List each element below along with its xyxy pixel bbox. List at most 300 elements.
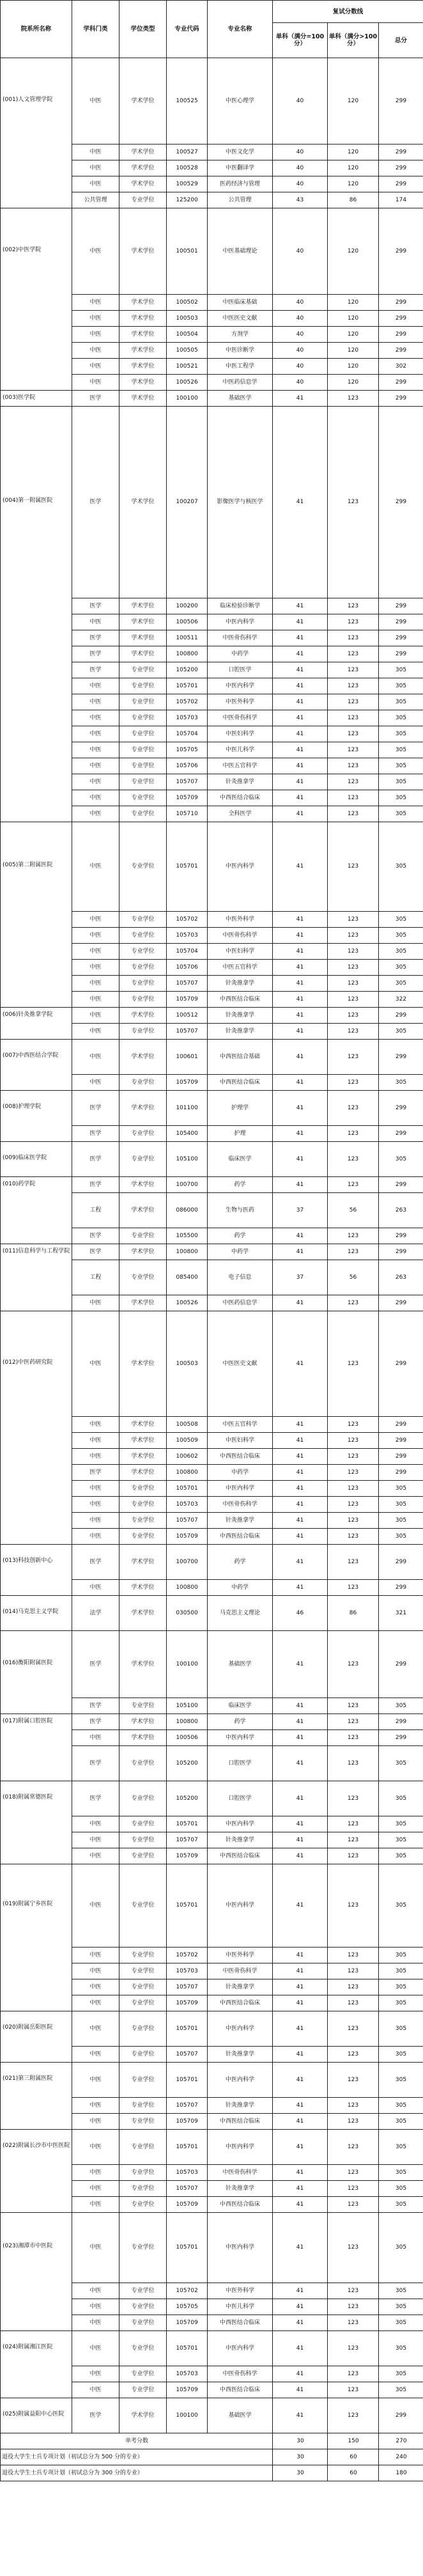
single-over-100-cell: 86 — [328, 1596, 379, 1631]
category-cell: 中医 — [72, 1040, 119, 1075]
degree-type-cell: 专业学位 — [119, 790, 167, 806]
category-cell: 医学 — [72, 407, 119, 598]
major-cell: 中医药信息学 — [208, 375, 273, 391]
single-100-cell: 41 — [273, 407, 328, 598]
code-cell: 105705 — [167, 742, 208, 758]
table-row — [1, 822, 423, 912]
major-cell: 中药学 — [208, 1580, 273, 1596]
degree-type-cell: 专业学位 — [119, 2181, 167, 2197]
single-over-100-cell: 123 — [328, 2331, 379, 2366]
degree-type-cell: 专业学位 — [119, 1746, 167, 1781]
code-cell: 105709 — [167, 992, 208, 1008]
single-over-100-cell: 123 — [328, 1545, 379, 1580]
degree-type-cell: 专业学位 — [119, 928, 167, 944]
code-cell: 105701 — [167, 1816, 208, 1832]
total-cell: 305 — [379, 1142, 423, 1177]
degree-type-cell: 学术学位 — [119, 1730, 167, 1746]
footer-value: 30 — [273, 2449, 328, 2465]
degree-type-cell: 专业学位 — [119, 742, 167, 758]
major-cell: 临床医学 — [208, 1698, 273, 1714]
degree-type-cell: 学术学位 — [119, 598, 167, 614]
category-cell: 医学 — [72, 1228, 119, 1244]
degree-type-cell: 专业学位 — [119, 1995, 167, 2011]
code-cell: 105702 — [167, 912, 208, 928]
single-100-cell: 41 — [273, 1698, 328, 1714]
major-cell: 药学 — [208, 1714, 273, 1730]
degree-type-cell: 专业学位 — [119, 2315, 167, 2331]
total-cell: 305 — [379, 758, 423, 774]
major-cell: 中医妇科学 — [208, 944, 273, 960]
major-cell: 中医骨伤科学 — [208, 2366, 273, 2382]
single-over-100-cell: 123 — [328, 1091, 379, 1126]
single-100-cell: 41 — [273, 662, 328, 678]
degree-type-cell: 学术学位 — [119, 646, 167, 662]
degree-type-cell: 学术学位 — [119, 1449, 167, 1465]
code-cell: 105200 — [167, 662, 208, 678]
major-cell: 中西医结合临床 — [208, 1449, 273, 1465]
total-cell: 299 — [379, 1008, 423, 1024]
code-cell: 100521 — [167, 359, 208, 375]
category-cell: 中医 — [72, 678, 119, 694]
major-cell: 基础医学 — [208, 391, 273, 407]
total-cell: 299 — [379, 208, 423, 295]
category-cell: 法学 — [72, 1596, 119, 1631]
single-100-cell: 41 — [273, 1075, 328, 1091]
code-cell: 105500 — [167, 1228, 208, 1244]
code-cell: 086000 — [167, 1193, 208, 1228]
total-cell: 305 — [379, 2047, 423, 2063]
degree-type-cell: 专业学位 — [119, 806, 167, 822]
total-cell: 299 — [379, 1580, 423, 1596]
degree-type-cell: 学术学位 — [119, 1433, 167, 1449]
category-cell: 中医 — [72, 2011, 119, 2047]
major-cell: 口腔医学 — [208, 1746, 273, 1781]
total-cell: 299 — [379, 1244, 423, 1260]
single-over-100-cell: 123 — [328, 726, 379, 742]
single-100-cell: 46 — [273, 1596, 328, 1631]
degree-type-cell: 学术学位 — [119, 359, 167, 375]
single-over-100-cell: 120 — [328, 311, 379, 327]
major-cell: 中医翻译学 — [208, 160, 273, 176]
code-cell: 100800 — [167, 1580, 208, 1596]
category-cell: 中医 — [72, 1481, 119, 1497]
total-cell: 299 — [379, 311, 423, 327]
unit-name: (019)附属宁乡医院 — [1, 1864, 72, 2011]
unit-name: (020)附属岳阳医院 — [1, 2011, 72, 2063]
unit-name: (016)衡阳附属医院 — [1, 1631, 72, 1714]
category-cell: 医学 — [72, 1746, 119, 1781]
degree-type-cell: 专业学位 — [119, 2382, 167, 2398]
category-cell: 中医 — [72, 912, 119, 928]
category-cell: 中医 — [72, 1529, 119, 1545]
degree-type-cell: 学术学位 — [119, 176, 167, 192]
single-over-100-cell: 123 — [328, 630, 379, 646]
single-100-cell: 40 — [273, 311, 328, 327]
category-cell: 中医 — [72, 944, 119, 960]
single-over-100-cell: 120 — [328, 176, 379, 192]
major-cell: 中医骨伤科学 — [208, 630, 273, 646]
category-cell: 中医 — [72, 2165, 119, 2181]
single-over-100-cell: 123 — [328, 912, 379, 928]
header-category: 学科门类 — [72, 1, 119, 58]
category-cell: 中医 — [72, 1948, 119, 1963]
total-cell: 305 — [379, 2213, 423, 2283]
major-cell: 针灸推拿学 — [208, 1513, 273, 1529]
single-over-100-cell: 123 — [328, 992, 379, 1008]
degree-type-cell: 专业学位 — [119, 1142, 167, 1177]
degree-type-cell: 专业学位 — [119, 2063, 167, 2098]
major-cell: 中医妇科学 — [208, 1433, 273, 1449]
code-cell: 100601 — [167, 1040, 208, 1075]
degree-type-cell: 专业学位 — [119, 1832, 167, 1848]
degree-type-cell: 学术学位 — [119, 144, 167, 160]
single-over-100-cell: 123 — [328, 2130, 379, 2165]
degree-type-cell: 专业学位 — [119, 1481, 167, 1497]
single-100-cell: 41 — [273, 2398, 328, 2433]
code-cell: 100501 — [167, 208, 208, 295]
single-over-100-cell: 123 — [328, 758, 379, 774]
category-cell: 中医 — [72, 614, 119, 630]
category-cell: 中医 — [72, 208, 119, 295]
single-100-cell: 41 — [273, 1580, 328, 1596]
total-cell: 305 — [379, 2063, 423, 2098]
category-cell: 中医 — [72, 2283, 119, 2299]
total-cell: 299 — [379, 295, 423, 311]
total-cell: 299 — [379, 1126, 423, 1142]
category-cell: 医学 — [72, 1126, 119, 1142]
category-cell: 中医 — [72, 1417, 119, 1433]
single-over-100-cell: 123 — [328, 1979, 379, 1995]
major-cell: 口腔医学 — [208, 662, 273, 678]
code-cell: 105701 — [167, 1481, 208, 1497]
code-cell: 100800 — [167, 1714, 208, 1730]
single-100-cell: 41 — [273, 710, 328, 726]
table-row — [1, 2130, 423, 2165]
single-over-100-cell: 123 — [328, 928, 379, 944]
major-cell: 中医文化学 — [208, 144, 273, 160]
category-cell: 医学 — [72, 1091, 119, 1126]
category-cell: 医学 — [72, 1244, 119, 1260]
total-cell: 299 — [379, 160, 423, 176]
total-cell: 305 — [379, 1529, 423, 1545]
major-cell: 药学 — [208, 1228, 273, 1244]
degree-type-cell: 专业学位 — [119, 726, 167, 742]
major-cell: 临床检验诊断学 — [208, 598, 273, 614]
code-cell: 105200 — [167, 1781, 208, 1816]
major-cell: 全科医学 — [208, 806, 273, 822]
category-cell: 中医 — [72, 1311, 119, 1417]
total-cell: 305 — [379, 2331, 423, 2366]
major-cell: 口腔医学 — [208, 1781, 273, 1816]
total-cell: 305 — [379, 2114, 423, 2130]
total-cell: 305 — [379, 1948, 423, 1963]
major-cell: 护理学 — [208, 1091, 273, 1126]
category-cell: 中医 — [72, 311, 119, 327]
category-cell: 中医 — [72, 1075, 119, 1091]
single-100-cell: 41 — [273, 1008, 328, 1024]
category-cell: 中医 — [72, 774, 119, 790]
total-cell: 305 — [379, 742, 423, 758]
category-cell: 中医 — [72, 2315, 119, 2331]
unit-name: (009)临床医学院 — [1, 1142, 72, 1177]
major-cell: 中医外科学 — [208, 2283, 273, 2299]
major-cell: 中医药信息学 — [208, 1295, 273, 1311]
unit-name: (017)附属口腔医院 — [1, 1714, 72, 1781]
single-100-cell: 41 — [273, 1311, 328, 1417]
category-cell: 中医 — [72, 160, 119, 176]
single-100-cell: 41 — [273, 1481, 328, 1497]
major-cell: 中医内科学 — [208, 1816, 273, 1832]
unit-name: (021)第三附属医院 — [1, 2063, 72, 2130]
code-cell: 100504 — [167, 327, 208, 343]
code-cell: 100100 — [167, 391, 208, 407]
single-over-100-cell: 123 — [328, 1481, 379, 1497]
code-cell: 105701 — [167, 2331, 208, 2366]
single-100-cell: 40 — [273, 58, 328, 144]
major-cell: 方剂学 — [208, 327, 273, 343]
single-over-100-cell: 123 — [328, 2011, 379, 2047]
code-cell: 100503 — [167, 311, 208, 327]
total-cell: 305 — [379, 1513, 423, 1529]
single-100-cell: 41 — [273, 822, 328, 912]
major-cell: 中医骨伤科学 — [208, 1497, 273, 1513]
single-over-100-cell: 123 — [328, 1465, 379, 1481]
single-over-100-cell: 123 — [328, 646, 379, 662]
code-cell: 105703 — [167, 1497, 208, 1513]
category-cell: 医学 — [72, 391, 119, 407]
single-100-cell: 40 — [273, 359, 328, 375]
major-cell: 临床医学 — [208, 1142, 273, 1177]
table-row — [1, 1781, 423, 1816]
single-100-cell: 41 — [273, 2130, 328, 2165]
category-cell: 中医 — [72, 1497, 119, 1513]
category-cell: 医学 — [72, 1631, 119, 1698]
code-cell: 105707 — [167, 2098, 208, 2114]
table-row — [1, 2331, 423, 2366]
degree-type-cell: 学术学位 — [119, 630, 167, 646]
total-cell: 305 — [379, 726, 423, 742]
major-cell: 中西医结合临床 — [208, 992, 273, 1008]
category-cell: 中医 — [72, 992, 119, 1008]
degree-type-cell: 专业学位 — [119, 1948, 167, 1963]
category-cell: 中医 — [72, 2047, 119, 2063]
code-cell: 105701 — [167, 822, 208, 912]
code-cell: 125200 — [167, 192, 208, 208]
category-cell: 中医 — [72, 295, 119, 311]
category-cell: 医学 — [72, 1177, 119, 1193]
degree-type-cell: 学术学位 — [119, 2398, 167, 2433]
total-cell: 299 — [379, 614, 423, 630]
single-over-100-cell: 120 — [328, 58, 379, 144]
footer-label: 退役大学生士兵专项计划（初试总分为 300 分的专业） — [1, 2465, 273, 2481]
degree-type-cell: 学术学位 — [119, 1193, 167, 1228]
code-cell: 105703 — [167, 2165, 208, 2181]
table-row — [1, 1244, 423, 1260]
total-cell: 174 — [379, 192, 423, 208]
single-100-cell: 41 — [273, 1513, 328, 1529]
category-cell: 中医 — [72, 1848, 119, 1864]
single-100-cell: 41 — [273, 774, 328, 790]
single-100-cell: 41 — [273, 1545, 328, 1580]
unit-name: (023)湘潭市中医院 — [1, 2213, 72, 2331]
unit-name: (014)马克思主义学院 — [1, 1596, 72, 1631]
footer-label: 单考分数 — [1, 2433, 273, 2449]
code-cell: 105702 — [167, 694, 208, 710]
unit-name: (003)医学院 — [1, 391, 72, 407]
major-cell: 中医诊断学 — [208, 343, 273, 359]
major-cell: 中医骨伤科学 — [208, 1963, 273, 1979]
total-cell: 305 — [379, 2197, 423, 2213]
major-cell: 中医骨伤科学 — [208, 710, 273, 726]
code-cell: 105703 — [167, 1963, 208, 1979]
category-cell: 中医 — [72, 790, 119, 806]
major-cell: 中医五官科学 — [208, 758, 273, 774]
single-over-100-cell: 123 — [328, 2299, 379, 2315]
category-cell: 中医 — [72, 960, 119, 976]
category-cell: 中医 — [72, 2114, 119, 2130]
single-100-cell: 41 — [273, 2098, 328, 2114]
degree-type-cell: 专业学位 — [119, 2047, 167, 2063]
header-unit: 院系所名称 — [1, 1, 72, 58]
degree-type-cell: 专业学位 — [119, 774, 167, 790]
total-cell: 299 — [379, 58, 423, 144]
total-cell: 299 — [379, 407, 423, 598]
total-cell: 305 — [379, 2299, 423, 2315]
single-100-cell: 41 — [273, 1781, 328, 1816]
total-cell: 305 — [379, 1816, 423, 1832]
single-over-100-cell: 123 — [328, 1746, 379, 1781]
code-cell: 100800 — [167, 1465, 208, 1481]
category-cell: 中医 — [72, 1832, 119, 1848]
degree-type-cell: 学术学位 — [119, 1714, 167, 1730]
total-cell: 299 — [379, 1714, 423, 1730]
category-cell: 中医 — [72, 176, 119, 192]
degree-type-cell: 专业学位 — [119, 2299, 167, 2315]
major-cell: 基础医学 — [208, 1631, 273, 1698]
degree-type-cell: 专业学位 — [119, 1698, 167, 1714]
single-100-cell: 41 — [273, 1091, 328, 1126]
single-100-cell: 41 — [273, 1040, 328, 1075]
unit-name: (007)中西医结合学院 — [1, 1040, 72, 1091]
category-cell: 中医 — [72, 2197, 119, 2213]
major-cell: 中医医史文献 — [208, 1311, 273, 1417]
total-cell: 305 — [379, 928, 423, 944]
code-cell: 105702 — [167, 2283, 208, 2299]
single-over-100-cell: 123 — [328, 1075, 379, 1091]
single-over-100-cell: 123 — [328, 1963, 379, 1979]
unit-name: (005)第二附属医院 — [1, 822, 72, 1008]
single-100-cell: 41 — [273, 790, 328, 806]
total-cell: 305 — [379, 1781, 423, 1816]
unit-name: (013)科技创新中心 — [1, 1545, 72, 1596]
code-cell: 105709 — [167, 2197, 208, 2213]
code-cell: 105701 — [167, 2063, 208, 2098]
code-cell: 100508 — [167, 1417, 208, 1433]
footer-value: 30 — [273, 2433, 328, 2449]
single-over-100-cell: 86 — [328, 192, 379, 208]
category-cell: 中医 — [72, 742, 119, 758]
category-cell: 中医 — [72, 2181, 119, 2197]
total-cell: 305 — [379, 1024, 423, 1040]
major-cell: 中医儿科学 — [208, 742, 273, 758]
category-cell: 中医 — [72, 1730, 119, 1746]
code-cell: 105701 — [167, 2213, 208, 2283]
major-cell: 中西医结合临床 — [208, 2315, 273, 2331]
single-over-100-cell: 123 — [328, 1497, 379, 1513]
major-cell: 中西医结合临床 — [208, 790, 273, 806]
degree-type-cell: 专业学位 — [119, 1497, 167, 1513]
category-cell: 医学 — [72, 1465, 119, 1481]
major-cell: 中医内科学 — [208, 678, 273, 694]
major-cell: 中医外科学 — [208, 1948, 273, 1963]
category-cell: 医学 — [72, 1781, 119, 1816]
single-over-100-cell: 120 — [328, 343, 379, 359]
table-row — [1, 1142, 423, 1177]
code-cell: 100506 — [167, 1730, 208, 1746]
single-100-cell: 41 — [273, 1864, 328, 1948]
single-100-cell: 41 — [273, 1449, 328, 1465]
category-cell: 中医 — [72, 2331, 119, 2366]
degree-type-cell: 学术学位 — [119, 343, 167, 359]
code-cell: 100502 — [167, 295, 208, 311]
single-over-100-cell: 123 — [328, 2197, 379, 2213]
header-single-100: 单科（满分=100 分） — [273, 23, 328, 58]
single-100-cell: 41 — [273, 1631, 328, 1698]
degree-type-cell: 学术学位 — [119, 58, 167, 144]
major-cell: 中医内科学 — [208, 1730, 273, 1746]
code-cell: 105703 — [167, 710, 208, 726]
total-cell: 305 — [379, 1864, 423, 1948]
single-over-100-cell: 123 — [328, 1295, 379, 1311]
single-over-100-cell: 123 — [328, 944, 379, 960]
single-over-100-cell: 123 — [328, 774, 379, 790]
table-row — [1, 58, 423, 144]
table-row — [1, 2398, 423, 2433]
single-over-100-cell: 123 — [328, 391, 379, 407]
single-100-cell: 40 — [273, 176, 328, 192]
total-cell: 305 — [379, 2130, 423, 2165]
degree-type-cell: 学术学位 — [119, 1465, 167, 1481]
single-over-100-cell: 123 — [328, 1580, 379, 1596]
degree-type-cell: 专业学位 — [119, 2283, 167, 2299]
major-cell: 中医内科学 — [208, 1481, 273, 1497]
table-row — [1, 1091, 423, 1126]
degree-type-cell: 学术学位 — [119, 391, 167, 407]
unit-name: (006)针灸推拿学院 — [1, 1008, 72, 1040]
table-row — [1, 1714, 423, 1730]
single-over-100-cell: 123 — [328, 1024, 379, 1040]
total-cell: 299 — [379, 1040, 423, 1075]
code-cell: 100207 — [167, 407, 208, 598]
single-100-cell: 41 — [273, 1497, 328, 1513]
major-cell: 针灸推拿学 — [208, 2098, 273, 2114]
single-100-cell: 41 — [273, 1979, 328, 1995]
total-cell: 299 — [379, 598, 423, 614]
degree-type-cell: 专业学位 — [119, 192, 167, 208]
category-cell: 医学 — [72, 630, 119, 646]
single-over-100-cell: 120 — [328, 327, 379, 343]
single-100-cell: 41 — [273, 1848, 328, 1864]
category-cell: 中医 — [72, 1024, 119, 1040]
single-100-cell: 41 — [273, 694, 328, 710]
single-over-100-cell: 120 — [328, 208, 379, 295]
degree-type-cell: 专业学位 — [119, 2011, 167, 2047]
footer-value: 150 — [328, 2433, 379, 2449]
degree-type-cell: 专业学位 — [119, 758, 167, 774]
degree-type-cell: 专业学位 — [119, 2165, 167, 2181]
major-cell: 生物与医药 — [208, 1193, 273, 1228]
category-cell: 中医 — [72, 806, 119, 822]
